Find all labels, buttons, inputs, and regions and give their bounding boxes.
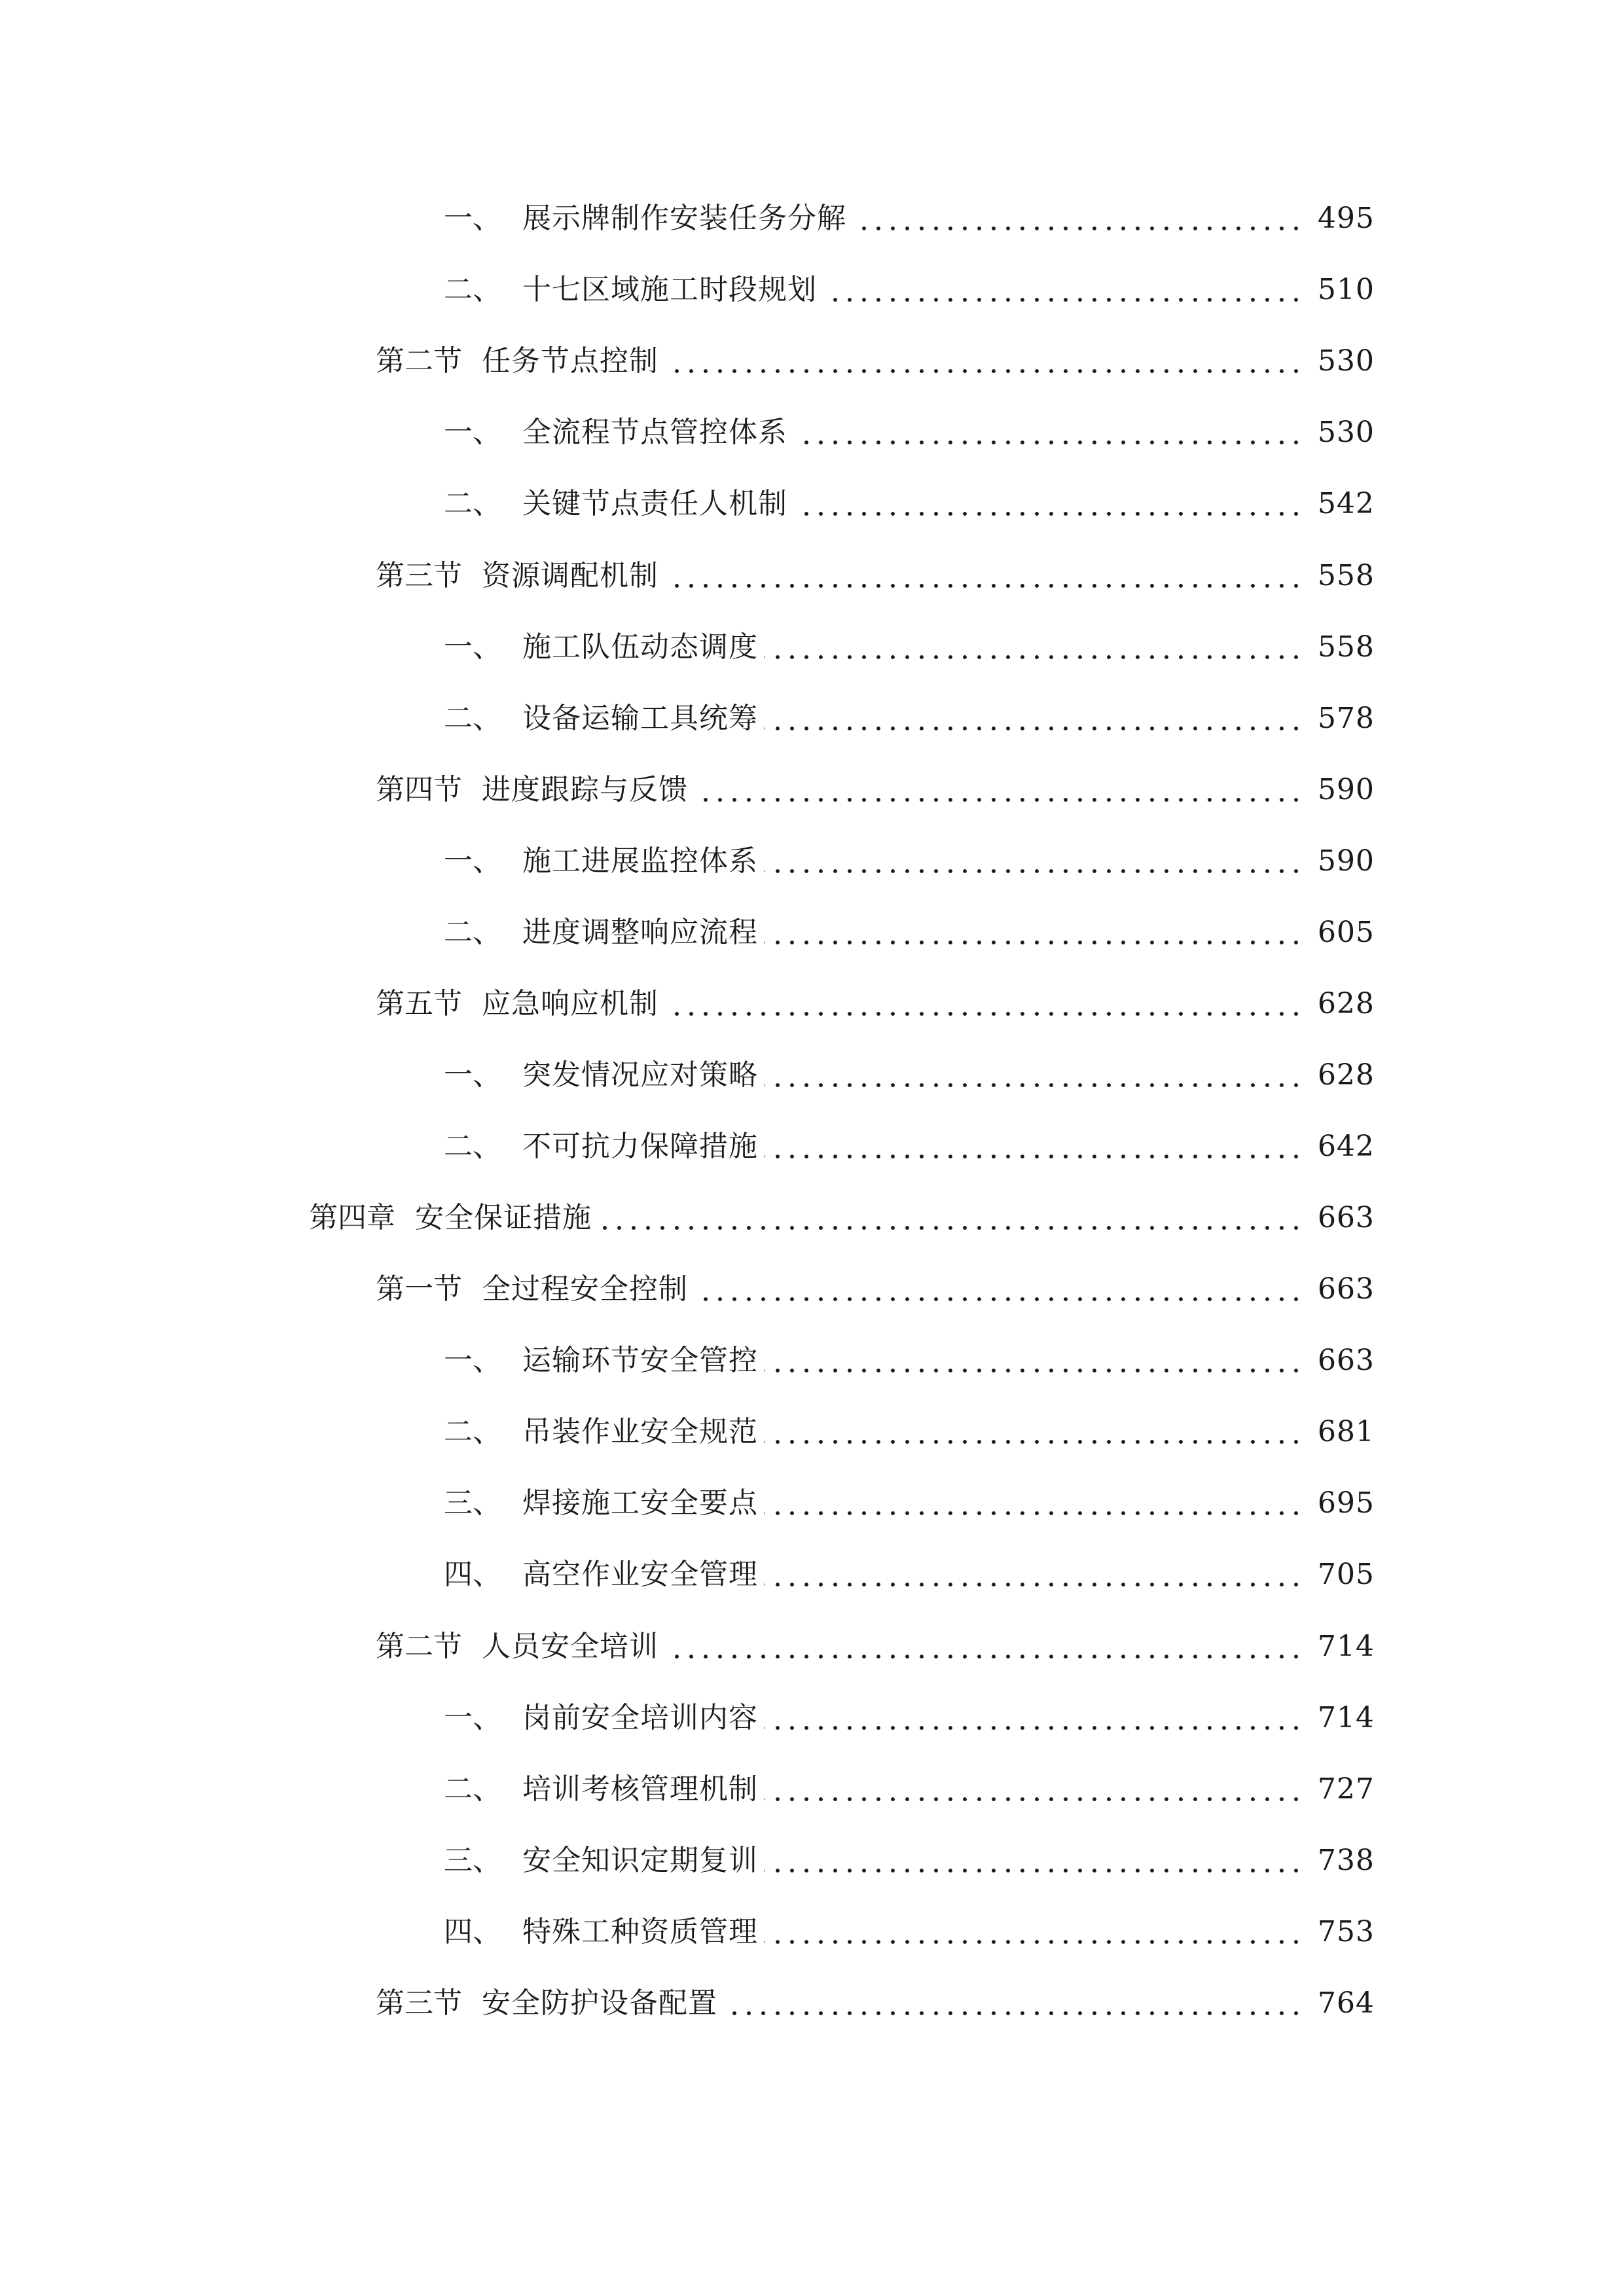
entry-number: 第四章 bbox=[309, 1201, 395, 1234]
toc-entry[interactable] bbox=[444, 1763, 1375, 1816]
toc-entry[interactable] bbox=[444, 406, 1375, 459]
dot-leader bbox=[665, 978, 1303, 1030]
entry-number: 第三节 bbox=[376, 1986, 462, 2020]
dot-leader bbox=[765, 1692, 1303, 1744]
entry-number: 第三节 bbox=[376, 559, 462, 592]
entry-number: 一、 bbox=[444, 202, 501, 235]
dot-leader bbox=[765, 1763, 1303, 1816]
entry-number: 第四节 bbox=[376, 773, 462, 806]
entry-title: 人员安全培训 bbox=[482, 1630, 659, 1663]
entry-number: 第五节 bbox=[376, 987, 462, 1020]
entry-number: 三、 bbox=[444, 1844, 501, 1877]
entry-title: 培训考核管理机制 bbox=[522, 1772, 758, 1806]
dot-leader bbox=[765, 835, 1303, 888]
entry-page-number: 495 bbox=[1318, 202, 1375, 235]
toc-entry[interactable] bbox=[376, 1263, 1375, 1316]
entry-page-number: 663 bbox=[1318, 1272, 1375, 1306]
dot-leader bbox=[695, 1263, 1303, 1316]
dot-leader bbox=[823, 264, 1303, 316]
entry-number: 四、 bbox=[444, 1915, 501, 1948]
entry-number: 二、 bbox=[444, 273, 501, 306]
entry-title: 安全防护设备配置 bbox=[482, 1986, 717, 2020]
toc-entry[interactable] bbox=[444, 1906, 1375, 1958]
toc-entry[interactable] bbox=[444, 1406, 1375, 1458]
entry-number: 一、 bbox=[444, 1058, 501, 1092]
dot-leader bbox=[724, 1977, 1303, 2030]
dot-leader bbox=[765, 906, 1303, 959]
dot-leader bbox=[665, 550, 1303, 602]
entry-title: 吊装作业安全规范 bbox=[522, 1415, 758, 1448]
toc-entry[interactable] bbox=[444, 692, 1375, 745]
entry-number: 第一节 bbox=[376, 1272, 462, 1306]
entry-title: 施工进展监控体系 bbox=[522, 844, 758, 878]
dot-leader bbox=[765, 1049, 1303, 1102]
entry-page-number: 510 bbox=[1318, 273, 1375, 306]
entry-page-number: 530 bbox=[1318, 344, 1375, 378]
toc-entry[interactable] bbox=[376, 1621, 1375, 1673]
entry-number: 二、 bbox=[444, 487, 501, 520]
toc-entry[interactable] bbox=[376, 550, 1375, 602]
toc-entry[interactable] bbox=[444, 1835, 1375, 1887]
entry-number: 三、 bbox=[444, 1486, 501, 1520]
entry-page-number: 705 bbox=[1318, 1558, 1375, 1591]
entry-number: 一、 bbox=[444, 1701, 501, 1734]
entry-page-number: 663 bbox=[1318, 1344, 1375, 1377]
entry-title: 进度调整响应流程 bbox=[522, 916, 758, 949]
entry-page-number: 558 bbox=[1318, 559, 1375, 592]
toc-entry[interactable] bbox=[444, 621, 1375, 673]
entry-title: 全过程安全控制 bbox=[482, 1272, 688, 1306]
toc-entry[interactable] bbox=[444, 478, 1375, 530]
entry-title: 不可抗力保障措施 bbox=[522, 1130, 758, 1163]
entry-title: 进度跟踪与反馈 bbox=[482, 773, 688, 806]
toc-entry[interactable] bbox=[444, 1121, 1375, 1173]
entry-title: 资源调配机制 bbox=[482, 559, 659, 592]
entry-number: 一、 bbox=[444, 416, 501, 449]
entry-page-number: 727 bbox=[1318, 1772, 1375, 1806]
toc-entry[interactable] bbox=[376, 335, 1375, 387]
dot-leader bbox=[794, 478, 1303, 530]
entry-title: 任务节点控制 bbox=[482, 344, 659, 378]
entry-number: 四、 bbox=[444, 1558, 501, 1591]
dot-leader bbox=[765, 1835, 1303, 1887]
entry-number: 二、 bbox=[444, 702, 501, 735]
dot-leader bbox=[853, 192, 1303, 245]
entry-page-number: 681 bbox=[1318, 1415, 1375, 1448]
dot-leader bbox=[765, 1906, 1303, 1958]
dot-leader bbox=[765, 692, 1303, 745]
entry-number: 二、 bbox=[444, 916, 501, 949]
entry-page-number: 663 bbox=[1318, 1201, 1375, 1234]
entry-title: 应急响应机制 bbox=[482, 987, 659, 1020]
dot-leader bbox=[765, 1477, 1303, 1530]
entry-title: 岗前安全培训内容 bbox=[522, 1701, 758, 1734]
entry-number: 第二节 bbox=[376, 344, 462, 378]
entry-page-number: 542 bbox=[1318, 487, 1375, 520]
toc-entry[interactable] bbox=[444, 1335, 1375, 1387]
entry-title: 十七区域施工时段规划 bbox=[522, 273, 817, 306]
toc-entry[interactable] bbox=[444, 1477, 1375, 1530]
entry-page-number: 642 bbox=[1318, 1130, 1375, 1163]
entry-title: 设备运输工具统筹 bbox=[522, 702, 758, 735]
dot-leader bbox=[695, 764, 1303, 816]
entry-page-number: 695 bbox=[1318, 1486, 1375, 1520]
toc-entry[interactable] bbox=[444, 835, 1375, 888]
entry-title: 焊接施工安全要点 bbox=[522, 1486, 758, 1520]
entry-number: 一、 bbox=[444, 1344, 501, 1377]
entry-title: 高空作业安全管理 bbox=[522, 1558, 758, 1591]
dot-leader bbox=[665, 1621, 1303, 1673]
entry-page-number: 628 bbox=[1318, 1058, 1375, 1092]
entry-number: 二、 bbox=[444, 1130, 501, 1163]
toc-entry[interactable] bbox=[444, 1692, 1375, 1744]
entry-title: 关键节点责任人机制 bbox=[522, 487, 787, 520]
toc-entry[interactable] bbox=[309, 1192, 1375, 1244]
entry-page-number: 753 bbox=[1318, 1915, 1375, 1948]
dot-leader bbox=[598, 1192, 1303, 1244]
entry-title: 全流程节点管控体系 bbox=[522, 416, 787, 449]
entry-page-number: 590 bbox=[1318, 773, 1375, 806]
entry-page-number: 714 bbox=[1318, 1701, 1375, 1734]
toc-entry[interactable] bbox=[376, 764, 1375, 816]
toc-entry[interactable] bbox=[444, 1549, 1375, 1601]
toc-entry[interactable] bbox=[444, 906, 1375, 959]
entry-page-number: 530 bbox=[1318, 416, 1375, 449]
entry-page-number: 738 bbox=[1318, 1844, 1375, 1877]
entry-title: 特殊工种资质管理 bbox=[522, 1915, 758, 1948]
toc-entry[interactable] bbox=[444, 1049, 1375, 1102]
dot-leader bbox=[765, 1121, 1303, 1173]
toc-entry[interactable] bbox=[444, 192, 1375, 245]
dot-leader bbox=[765, 1406, 1303, 1458]
entry-number: 一、 bbox=[444, 630, 501, 664]
dot-leader bbox=[765, 1335, 1303, 1387]
entry-number: 二、 bbox=[444, 1415, 501, 1448]
entry-page-number: 714 bbox=[1318, 1630, 1375, 1663]
dot-leader bbox=[665, 335, 1303, 387]
toc-entry[interactable] bbox=[376, 1977, 1375, 2030]
entry-page-number: 578 bbox=[1318, 702, 1375, 735]
toc-entry[interactable] bbox=[444, 264, 1375, 316]
entry-title: 安全保证措施 bbox=[415, 1201, 592, 1234]
entry-title: 突发情况应对策略 bbox=[522, 1058, 758, 1092]
entry-number: 第二节 bbox=[376, 1630, 462, 1663]
entry-page-number: 558 bbox=[1318, 630, 1375, 664]
entry-page-number: 628 bbox=[1318, 987, 1375, 1020]
dot-leader bbox=[765, 1549, 1303, 1601]
entry-number: 二、 bbox=[444, 1772, 501, 1806]
entry-title: 安全知识定期复训 bbox=[522, 1844, 758, 1877]
entry-title: 施工队伍动态调度 bbox=[522, 630, 758, 664]
entry-page-number: 590 bbox=[1318, 844, 1375, 878]
dot-leader bbox=[765, 621, 1303, 673]
entry-page-number: 764 bbox=[1318, 1986, 1375, 2020]
entry-page-number: 605 bbox=[1318, 916, 1375, 949]
toc-entry[interactable] bbox=[376, 978, 1375, 1030]
entry-title: 展示牌制作安装任务分解 bbox=[522, 202, 846, 235]
dot-leader bbox=[794, 406, 1303, 459]
entry-number: 一、 bbox=[444, 844, 501, 878]
entry-title: 运输环节安全管控 bbox=[522, 1344, 758, 1377]
